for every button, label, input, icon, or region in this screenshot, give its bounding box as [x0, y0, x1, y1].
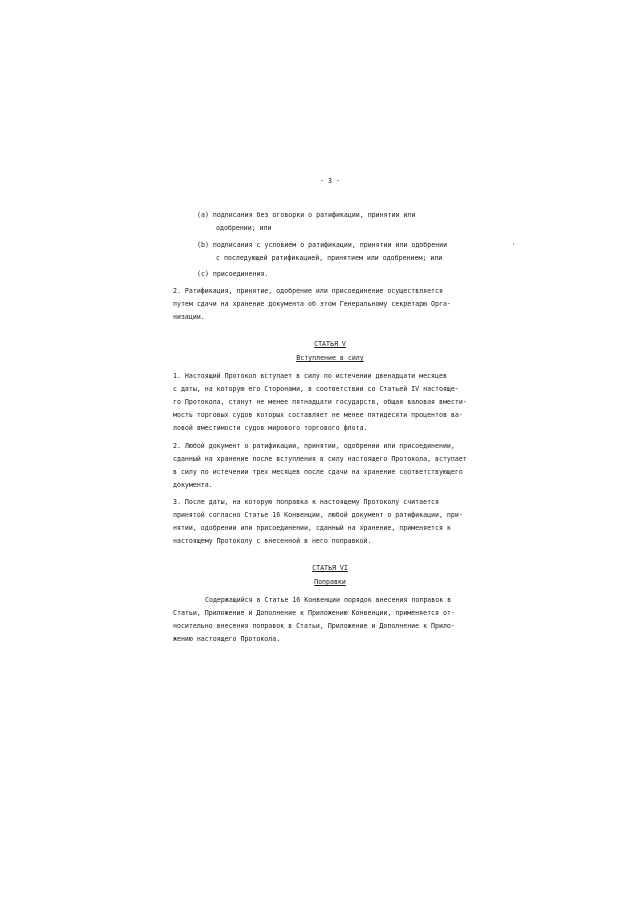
scan-speck	[513, 243, 514, 245]
para2-line-2: путем сдачи на хранение документа об этом Генеральному секретарю Орга-	[173, 300, 451, 308]
article-5-para2-line-2: сданный на хранение после вступления в силу настоящего Протокола, вступает	[173, 455, 467, 463]
article-6-subtitle: Поправки	[314, 578, 346, 586]
article-5-para3-line-3: нятии, одобрении или присоединении, сданный на хранение, применяется к	[173, 524, 451, 532]
article-5-para1-line-2: с даты, на которую его Сторонами, в соответствии со Статьей IV настояще-	[173, 385, 459, 393]
article-6-title: СТАТЬЯ VI	[312, 564, 348, 572]
article-5-para2-line-3: в силу по истечении трех месяцев после сдачи на хранение соответствующего	[173, 468, 463, 476]
article-6-para1-line-4: жению настоящего Протокола.	[173, 635, 281, 643]
item-b-line-2: с последующей ратификацией, принятием или одобрением; или	[216, 254, 443, 262]
article-5-para3-line-2: принятой согласно Статье 16 Конвенции, любой документ о ратификации, при-	[173, 511, 463, 519]
item-b-line-1: (b) подписания с условием о ратификации, принятии или одобрении	[197, 241, 448, 249]
para2-line-1: 2. Ратификация, принятие, одобрение или присоединение осуществляется	[173, 287, 443, 295]
article-6-para1-line-1: Содержащийся в Статье 16 Конвенции порядок внесения поправок в	[205, 596, 452, 604]
item-a-line-1: (a) подписания без оговорки о ратификации, принятии или	[197, 211, 416, 219]
article-5-para1-line-1: 1. Настоящий Протокол вступает в силу по истечении двенадцати месяцев	[173, 372, 447, 380]
para2-line-3: низации.	[173, 313, 205, 321]
article-5-para1-line-4: мость торговых судов которых составляет не менее пятидесяти процентов ва-	[173, 411, 463, 419]
article-5-para2-line-4: документа.	[173, 481, 213, 489]
article-5-para3-line-4: настоящему Протоколу с внесенной в него поправкой.	[173, 537, 372, 545]
article-5-para2-line-1: 2. Любой документ о ратификации, принятии, одобрении или присоединении,	[173, 442, 455, 450]
article-6-para1-line-3: носительно внесения поправок в Статьи, Приложение и Дополнение к Прило-	[173, 622, 455, 630]
article-5-title: СТАТЬЯ V	[314, 340, 346, 348]
article-5-para1-line-5: ловой вместимости судов мирового торгового флота.	[173, 424, 368, 432]
article-5-subtitle: Вступление в силу	[296, 354, 364, 362]
article-5-para3-line-1: 3. После даты, на которую поправка к настоящему Протоколу считается	[173, 498, 439, 506]
item-c-line-1: (c) присоединения.	[197, 270, 269, 278]
article-5-para1-line-3: го Протокола, станут не менее пятнадцати государств, общая валовая вмести-	[173, 398, 467, 406]
article-6-para1-line-2: Статьи, Приложение и Дополнение к Приложению Конвенции, применяется от-	[173, 609, 455, 617]
page-number: - 3 -	[320, 177, 340, 185]
item-a-line-2: одобрении; или	[216, 224, 272, 232]
